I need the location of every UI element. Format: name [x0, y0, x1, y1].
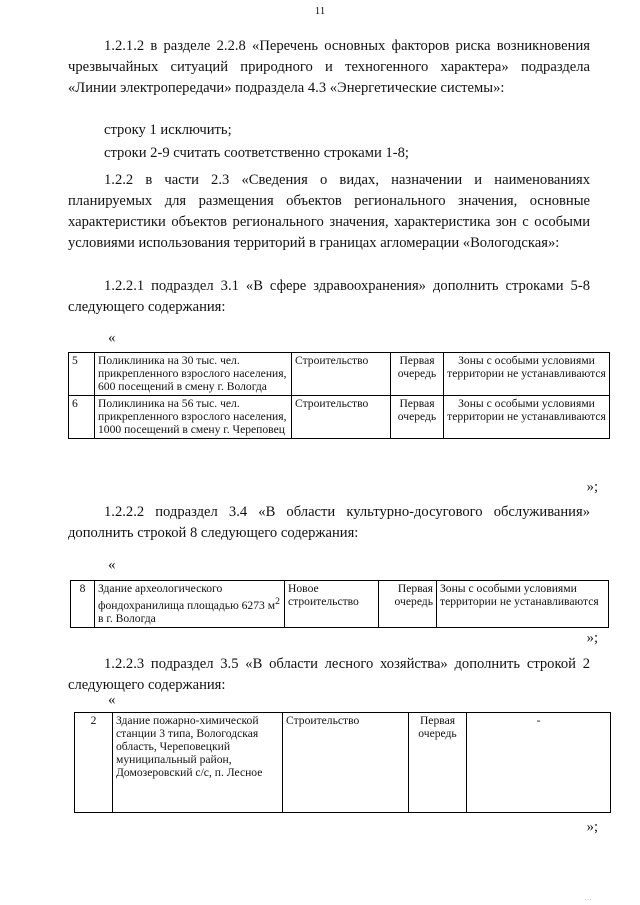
row-number: 6 — [69, 396, 95, 439]
paragraph-delete-row: строку 1 исключить; — [104, 122, 232, 138]
stage: Первая очередь — [391, 396, 444, 439]
row-number: 8 — [71, 581, 95, 628]
paragraph-1-2-2: 1.2.2 в части 2.3 «Сведения о видах, назначении и наименованиях планируемых для размещения объектов регионального значения, основные характеристики объектов регионального значения, характеристика зон с особыми условиями использования территорий в границах агломерации «Вологодская»: — [68, 172, 590, 251]
object-name-part-2: в г. Вологда — [98, 611, 156, 625]
object-name: Здание пожарно-химической станции 3 типа, Вологодская область, Череповецкий муниципальный район, Домозеровский с/с, п. Лесное — [113, 713, 283, 813]
page-number: 11 — [314, 5, 326, 17]
table-row — [69, 396, 610, 439]
object-name: Поликлиника на 56 тыс. чел. прикрепленного взрослого населения, 1000 посещений в смену г. Череповец — [95, 396, 292, 439]
paragraph-1-2-2-3: 1.2.2.3 подраздел 3.5 «В области лесного хозяйства» дополнить строкой 2 следующего содержания: — [68, 656, 590, 693]
table-forestry — [74, 712, 611, 813]
zones: Зоны с особыми условиями территории не устанавливаются — [437, 581, 609, 628]
stage: Первая очередь — [379, 581, 437, 628]
object-name: Поликлиника на 30 тыс. чел. прикрепленного взрослого населения, 600 посещений в смену г. Вологда — [95, 353, 292, 396]
stage: Первая очередь — [409, 713, 467, 813]
work-type: Новое строительство — [285, 581, 379, 628]
object-name — [95, 581, 285, 628]
quote-open-2: « — [108, 557, 116, 573]
quote-open-3: « — [108, 692, 116, 708]
object-name-part-1: Здание археологического фондохранилища площадью 6273 м — [98, 582, 276, 612]
quote-close-1: »; — [586, 479, 598, 495]
work-type: Строительство — [292, 353, 391, 396]
unit-superscript: 2 — [275, 596, 280, 607]
paragraph-1-2-1-2: 1.2.1.2 в разделе 2.2.8 «Перечень основных факторов риска возникновения чрезвычайных ситуаций природного и техногенного характера» подраздела «Линии электропередачи» подраздела 4.3 «Энергетические системы»: — [68, 38, 590, 96]
quote-close-2: »; — [586, 630, 598, 646]
table-healthcare — [68, 352, 610, 439]
stage: Первая очередь — [391, 353, 444, 396]
quote-close-3: »; — [586, 819, 598, 835]
paragraph-1-2-2-1: 1.2.2.1 подраздел 3.1 «В сфере здравоохранения» дополнить строками 5-8 следующего содержания: — [68, 278, 590, 315]
work-type: Строительство — [292, 396, 391, 439]
work-type: Строительство — [283, 713, 409, 813]
paragraph-renumber-rows: строки 2-9 считать соответственно строками 1-8; — [104, 145, 409, 161]
zones: - — [467, 713, 611, 813]
table-row — [75, 713, 611, 813]
zones: Зоны с особыми условиями территории не устанавливаются — [444, 353, 610, 396]
table-row — [69, 353, 610, 396]
zones: Зоны с особыми условиями территории не устанавливаются — [444, 396, 610, 439]
quote-open-1: « — [108, 330, 116, 346]
footer-mark: ... — [585, 897, 592, 902]
table-row — [71, 581, 609, 628]
table-culture — [70, 580, 609, 628]
row-number: 5 — [69, 353, 95, 396]
row-number: 2 — [75, 713, 113, 813]
paragraph-1-2-2-2: 1.2.2.2 подраздел 3.4 «В области культурно-досугового обслуживания» дополнить строкой 8 следующего содержания: — [68, 504, 590, 541]
